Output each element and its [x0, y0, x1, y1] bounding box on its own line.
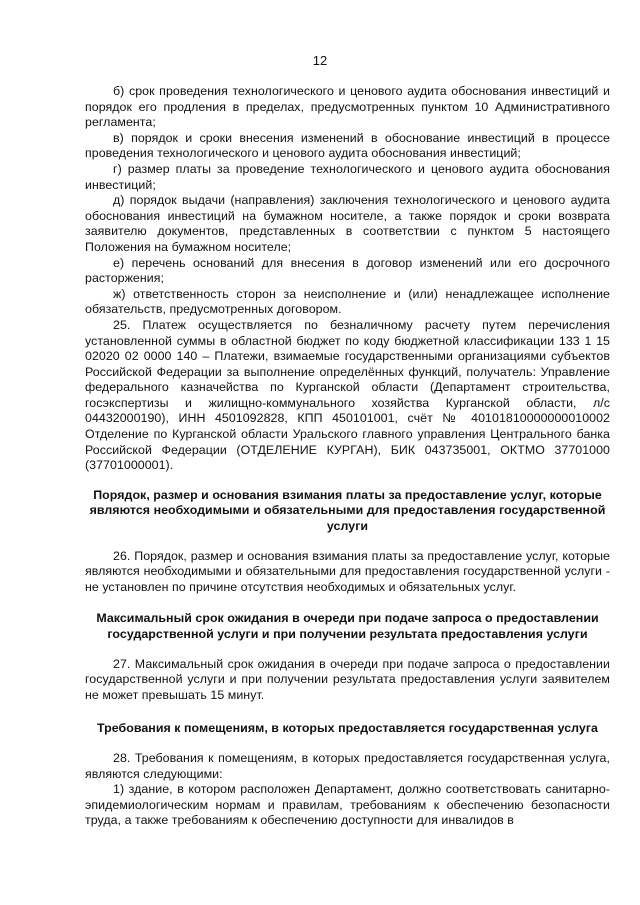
section-heading-queue-time: Максимальный срок ожидания в очереди при подаче запроса о предоставлении государственной услуги и при получении результата предоставления услуги	[96, 611, 599, 641]
section-heading-fees: Порядок, размер и основания взимания платы за предоставление услуг, которые являются необходимыми и обязательными для предоставления государственной услуги	[89, 487, 606, 534]
paragraph-28: 28. Требования к помещениям, в которых предоставляется государственная услуга, являются следующими:	[85, 750, 610, 781]
paragraph-28-1: 1) здание, в котором расположен Департамент, должно соответствовать санитарно-эпидемиологическим нормам и правилам, требованиям к обеспечению безопасности труда, а также требованиям к обеспечению доступности для инвалидов в	[85, 782, 610, 828]
paragraph-24-d: д) порядок выдачи (направления) заключения технологического и ценового аудита обоснования инвестиций на бумажном носителе, а также порядок и сроки возврата заявителю документов, представленных в соответствии с пунктом 5 настоящего Положения на бумажном носителе;	[85, 193, 610, 254]
paragraph-24-g: г) размер платы за проведение технологического и ценового аудита обоснования инвестиций;	[85, 161, 610, 192]
document-body	[85, 84, 610, 829]
paragraph-24-zh: ж) ответственность сторон за неисполнение и (или) ненадлежащее исполнение обязательств, предусмотренных договором.	[85, 286, 610, 317]
paragraph-24-e: е) перечень оснований для внесения в договор изменений или его досрочного расторжения;	[85, 255, 610, 286]
paragraph-24-v: в) порядок и сроки внесения изменений в обоснование инвестиций в процессе проведения технологического и ценового аудита обоснования инвестиций;	[85, 130, 610, 161]
paragraph-24-b: б) срок проведения технологического и ценового аудита обоснования инвестиций и порядок его продления в пределах, предусмотренных пунктом 10 Административного регламента;	[85, 84, 610, 130]
section-heading-premises: Требования к помещениям, в которых предоставляется государственная услуга	[97, 721, 598, 736]
paragraph-26: 26. Порядок, размер и основания взимания платы за предоставление услуг, которые являются необходимыми и обязательными для предоставления государственной услуги - не установлен по причине отсутствия необходимых и обязательных услуг.	[85, 548, 610, 594]
page-number: 12	[312, 53, 328, 68]
paragraph-27: 27. Максимальный срок ожидания в очереди при подаче запроса о предоставлении государственной услуги и при получении результата предоставления услуги заявителем не может превышать 15 минут.	[85, 656, 610, 702]
paragraph-25: 25. Платеж осуществляется по безналичному расчету путем перечисления установленной суммы в областной бюджет по коду бюджетной классификации 133 1 15 02020 02 0000 140 – Платежи, взимаемые государственными организациями субъектов Российской Федерации за выполнение определённых функций, получатель: Управление федерального казначейства по Курганской области (Департамент строительства, госэкспертизы и жилищно-коммунального хозяйства Курганской области, л/с 04432000190), ИНН 4501092828, КПП 450101001, счёт № 40101810000000010002 Отделение по Курганской области Уральского главного управления Центрального банка Российской Федерации (ОТДЕЛЕНИЕ КУРГАН), БИК 043735001, ОКТМО 37701000 (37701000001).	[85, 317, 610, 473]
